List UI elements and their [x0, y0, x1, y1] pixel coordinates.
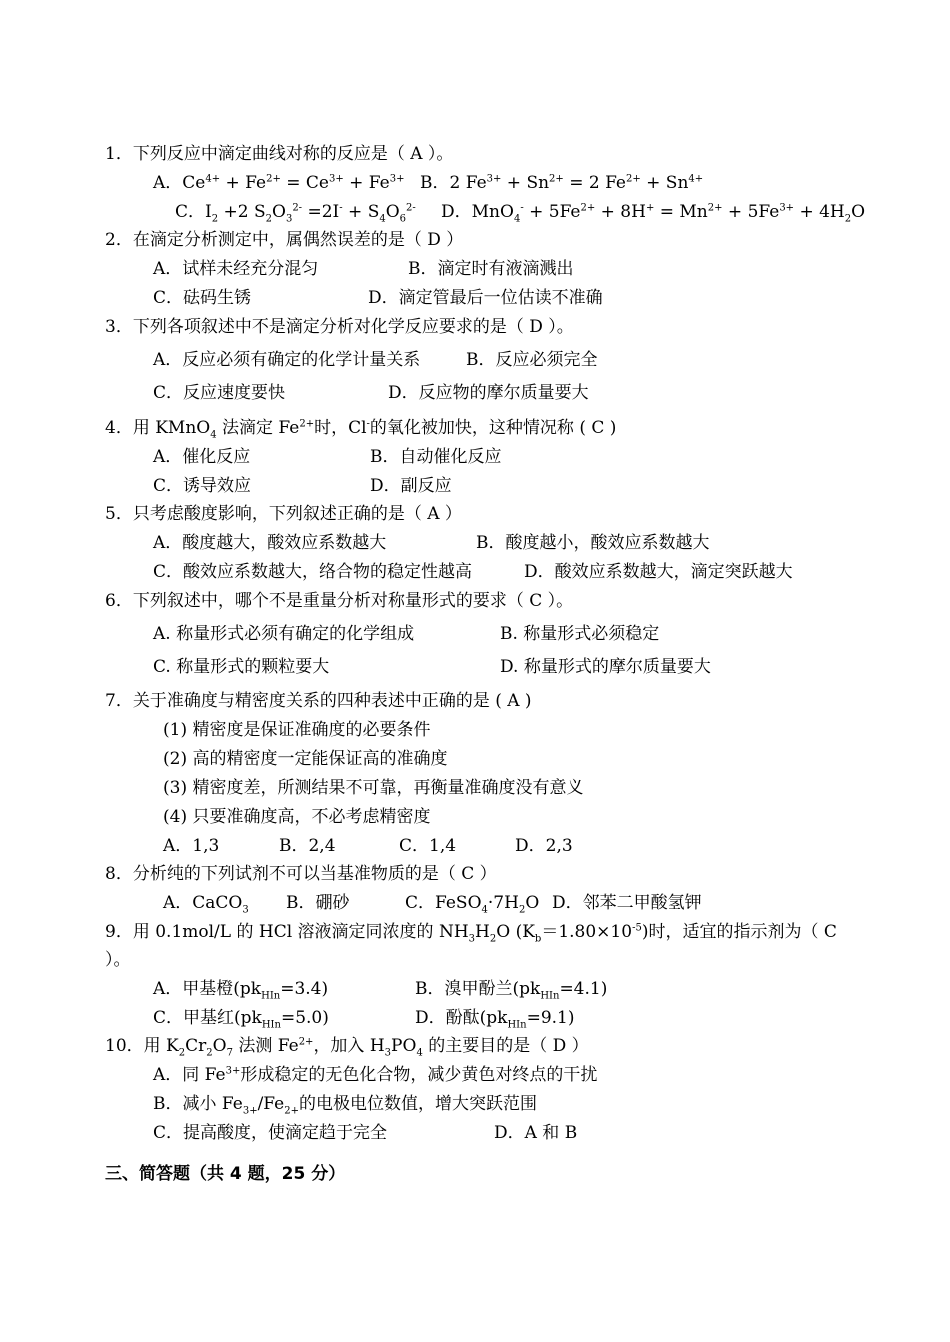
question-7-item-4: (4) 只要准确度高，不必考虑精密度 [163, 807, 431, 827]
question-7-option-c: C．1,4 [399, 836, 457, 856]
question-3-stem: 3．下列各项叙述中不是滴定分析对化学反应要求的是（ D ）。 [105, 317, 574, 337]
question-9-option-b: B．溴甲酚兰$(pk_{HIn}=4.1)$ [415, 979, 608, 1002]
question-10-option-c: C．提高酸度，使滴定趋于完全 [153, 1123, 388, 1143]
question-3-option-c: C．反应速度要快 [153, 383, 286, 403]
question-5-option-c: C．酸效应系数越大，络合物的稳定性越高 [153, 562, 473, 582]
question-7-option-b: B．2,4 [279, 836, 336, 856]
question-1-option-a: A．$Ce^{4+} + Fe^{2+} = Ce^{3+} + Fe^{3+}$ [153, 173, 405, 193]
question-8-stem: 8．分析纯的下列试剂不可以当基准物质的是（ C ） [105, 864, 497, 884]
question-1-option-c: C．$I_2 +2$ $S_2O_3^{2-} =2I^- + S_4O_6^{2-}$ [175, 202, 416, 225]
question-1-stem: 1．下列反应中滴定曲线对称的反应是（ A ）。 [105, 144, 454, 164]
question-4-stem: 4．用 KMnO$_4$ 法滴定 $Fe^{2+}$时，Cl-的氧化被加快，这种情况称 ( C ) [105, 418, 617, 441]
question-2-option-a: A．试样未经充分混匀 [153, 259, 319, 279]
question-6-option-a: A. 称量形式必须有确定的化学组成 [153, 624, 415, 644]
question-8-option-d: D．邻苯二甲酸氢钾 [552, 893, 702, 913]
question-4-option-b: B．自动催化反应 [370, 447, 502, 467]
question-2-option-c: C．砝码生锈 [153, 288, 252, 308]
question-10-option-a: A．同 $Fe^{3+}$形成稳定的无色化合物，减少黄色对终点的干扰 [153, 1065, 598, 1085]
question-10-stem: 10．用 $K_2Cr_2O_7$ 法测 $Fe^{2+}$，加入 $H_3PO_4$ 的主要目的是（ D ） [105, 1036, 589, 1059]
question-7-item-2: (2) 高的精密度一定能保证高的准确度 [163, 749, 448, 769]
question-9-option-c: C．甲基红$(pk_{HIn}=5.0)$ [153, 1008, 329, 1031]
question-2-option-d: D．滴定管最后一位估读不准确 [368, 288, 603, 308]
question-5-option-a: A．酸度越大，酸效应系数越大 [153, 533, 387, 553]
question-9-stem-cont: ）。 [105, 950, 131, 970]
question-10-option-b: B．减小 $Fe_{3+}/Fe_{2+}$的电极电位数值，增大突跃范围 [153, 1094, 537, 1117]
question-6-option-b: B. 称量形式必须稳定 [500, 624, 660, 644]
question-9-option-a: A．甲基橙$(pk_{HIn}=3.4)$ [153, 979, 329, 1002]
question-7-item-3: (3) 精密度差，所测结果不可靠，再衡量准确度没有意义 [163, 778, 584, 798]
question-10-option-d: D．A 和 B [494, 1123, 578, 1143]
question-9-stem: 9．用 0.1mol/L 的 HCl 溶液滴定同浓度的 $NH_3H_2O$ $(K_b=1.80\times 10^{-5})$时，适宜的指示剂为（ C [105, 922, 837, 945]
question-8-option-c: C．$FeSO_4\cdot 7H_2O$ [405, 893, 540, 916]
question-6-option-d: D. 称量形式的摩尔质量要大 [500, 657, 711, 677]
question-5-option-b: B．酸度越小，酸效应系数越大 [476, 533, 710, 553]
question-3-option-a: A．反应必须有确定的化学计量关系 [153, 350, 421, 370]
question-7-option-d: D．2,3 [515, 836, 573, 856]
question-5-stem: 5．只考虑酸度影响，下列叙述正确的是（ A ） [105, 504, 462, 524]
question-8-option-b: B．硼砂 [286, 893, 350, 913]
question-7-stem: 7．关于准确度与精密度关系的四种表述中正确的是 ( A ) [105, 691, 532, 711]
question-6-stem: 6．下列叙述中，哪个不是重量分析对称量形式的要求（ C ）。 [105, 591, 574, 611]
question-4-option-c: C．诱导效应 [153, 476, 252, 496]
question-9-option-d: D．酚酞$(pk_{HIn}=9.1)$ [415, 1008, 575, 1031]
question-4-option-a: A．催化反应 [153, 447, 251, 467]
question-4-option-d: D．副反应 [370, 476, 452, 496]
question-1-option-b: B．2 $Fe^{3+} + Sn^{2+} = 2$ $Fe^{2+} + Sn^{4+}$ [420, 173, 704, 193]
question-6-option-c: C. 称量形式的颗粒要大 [153, 657, 330, 677]
question-1-option-d: D．$MnO_4^- + 5Fe^{2+} + 8H^+ = Mn^{2+} + 5Fe^{3+} + 4H_2O$ [441, 202, 866, 225]
question-3-option-d: D．反应物的摩尔质量要大 [388, 383, 589, 403]
question-2-stem: 2．在滴定分析测定中，属偶然误差的是（ D ） [105, 230, 464, 250]
question-5-option-d: D．酸效应系数越大，滴定突跃越大 [524, 562, 793, 582]
question-3-option-b: B．反应必须完全 [466, 350, 598, 370]
question-7-item-1: (1) 精密度是保证准确度的必要条件 [163, 720, 431, 740]
question-2-option-b: B．滴定时有液滴溅出 [408, 259, 574, 279]
section-heading: 三、简答题（共 4 题，25 分） [105, 1164, 346, 1184]
question-7-option-a: A．1,3 [163, 836, 220, 856]
question-8-option-a: A．CaCO$_3$ [163, 893, 249, 916]
